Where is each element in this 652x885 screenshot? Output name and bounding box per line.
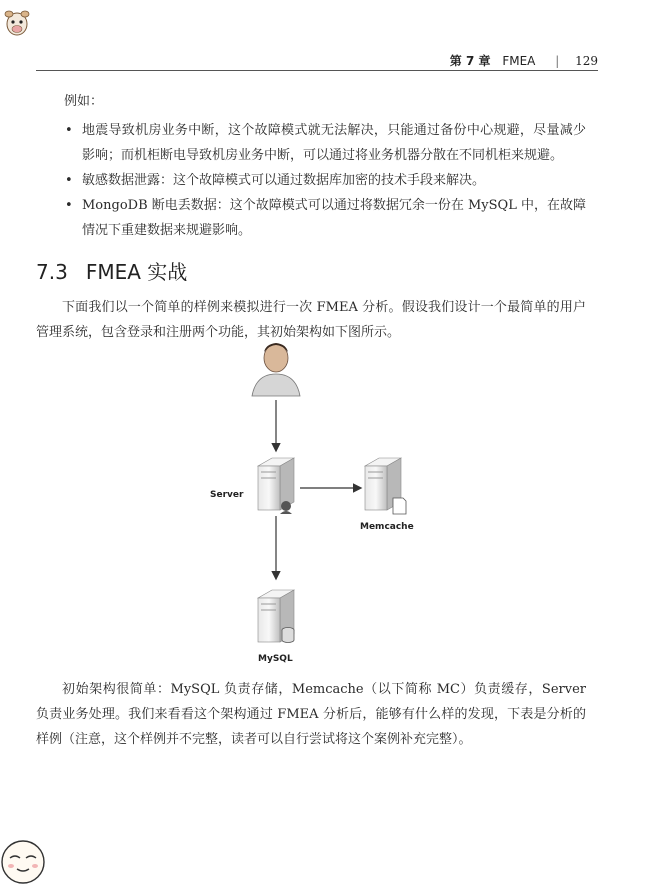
- list-item-text: MongoDB 断电丢数据：这个故障模式可以通过将数据冗余一份在 MySQL 中，在故障情况下重建数据来规避影响。: [82, 198, 586, 238]
- mysql-label: MySQL: [258, 654, 293, 664]
- section-title: FMEA 实战: [85, 260, 188, 284]
- server-label: Server: [210, 490, 244, 500]
- cow-mascot-icon: [4, 6, 30, 38]
- section-heading: [36, 256, 187, 285]
- header-text: [450, 52, 598, 69]
- list-item-text: 敏感数据泄露：这个故障模式可以通过数据库加密的技术手段来解决。: [82, 173, 486, 188]
- bullet-list: [64, 118, 586, 243]
- bullet-icon: •: [65, 173, 73, 188]
- list-item: [64, 168, 586, 193]
- header-chapter: 第 7 章: [449, 54, 491, 68]
- list-item: [64, 118, 586, 168]
- list-item-text: 地震导致机房业务中断，这个故障模式就无法解决，只能通过备份中心规避，尽量减少影响；而机柜断电导致机房业务中断，可以通过将业务机器分散在不同机柜来规避。: [82, 123, 586, 163]
- intro-text: 例如：: [64, 94, 104, 109]
- user-icon: [252, 343, 300, 396]
- architecture-diagram: [200, 338, 460, 670]
- database-server-icon: [258, 590, 294, 643]
- section-number: 7.3: [36, 260, 68, 284]
- paragraph-intro: 下面我们以一个简单的样例来模拟进行一次 FMEA 分析。假设我们设计一个最简单的用户管理系统，包含登录和注册两个功能，其初始架构如下图所示。: [36, 300, 586, 340]
- memcache-label: Memcache: [360, 522, 414, 532]
- memcache-icon: [365, 458, 406, 514]
- diagram-canvas: [200, 338, 460, 670]
- header-topic: FMEA: [502, 54, 536, 68]
- header-separator: |: [555, 54, 560, 68]
- bullet-icon: •: [65, 123, 73, 138]
- page-number: 129: [575, 54, 598, 68]
- server-icon: [258, 458, 294, 514]
- running-header: [36, 48, 598, 71]
- paragraph-analysis: 初始架构很简单：MySQL 负责存储，Memcache（以下简称 MC）负责缓存，Server 负责业务处理。我们来看看这个架构通过 FMEA 分析后，能够有什么样的发现，下表是分析的样例（注意，这个样例并不完整，读者可以自行尝试将这个案例补充完整）。: [36, 682, 586, 747]
- list-item: [64, 193, 586, 243]
- bullet-icon: •: [65, 198, 73, 213]
- sleepy-face-icon: [0, 832, 46, 885]
